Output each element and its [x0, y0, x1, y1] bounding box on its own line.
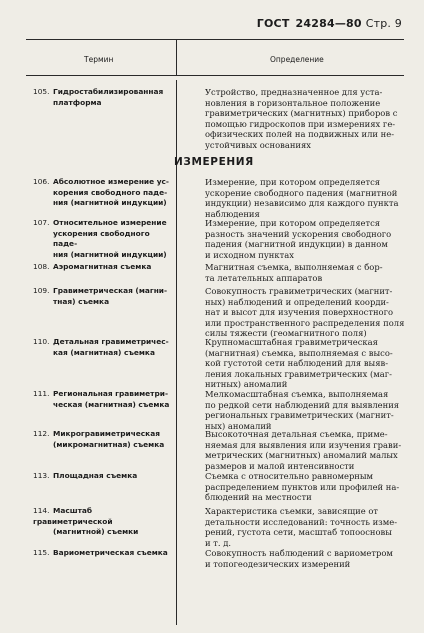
term-line: Региональная гравиметри- — [53, 389, 169, 398]
definition-line: Измерение, при котором определяется — [205, 218, 381, 228]
term-line: корения свободного паде- — [53, 187, 168, 197]
page-number: Стр. 9 — [365, 17, 402, 30]
definition-line: гравиметрических (магнитных) приборов с — [205, 108, 398, 118]
entry-number: 106. — [33, 177, 50, 186]
definition-line: и топогеодезических измерений — [205, 558, 351, 569]
definition-line: блюдений на местности — [205, 492, 312, 502]
term-line: Микрогравиметрическая — [53, 429, 160, 438]
entry-definition — [205, 548, 407, 569]
definition-line: офизических полей на подвижных или не- — [205, 129, 395, 139]
definition-line: Характеристика съемки, зависящие от — [205, 506, 378, 516]
definition-line: Измерение, при котором определяется — [205, 177, 381, 187]
entry-definition — [205, 218, 407, 260]
term-line: ния (магнитной индукции) — [53, 249, 167, 259]
section-title: ИЗМЕРЕНИЯ — [174, 156, 254, 168]
definition-line: (магнитная) съемка, выполняемая с высо- — [205, 347, 393, 358]
definition-line: наблюдения — [205, 208, 260, 219]
term-line: ускорения свободного паде- — [53, 228, 150, 248]
definition-line: или пространственного распределения поля — [205, 317, 405, 328]
entry-term — [33, 262, 173, 273]
definition-line: и т. д. — [205, 537, 232, 548]
definition-line: по редкой сети наблюдений для выявления — [205, 399, 400, 410]
definition-line: распределением пунктов или профилей на- — [205, 481, 400, 492]
term-line: ческая (магнитная) съемка — [53, 399, 170, 409]
definition-line: разность значений ускорения свободного — [205, 228, 392, 239]
entry-number: 111. — [33, 389, 50, 398]
entry-definition — [205, 177, 407, 219]
term-line: Относительное измерение — [53, 218, 167, 227]
entry-number: 105. — [33, 87, 50, 96]
definition-line: помощью гидроскопов при измерениях ге- — [205, 118, 396, 129]
entry-term — [33, 286, 173, 307]
term-line: кая (магнитная) съемка — [53, 347, 155, 357]
definition-line: ных) аномалий — [205, 420, 272, 431]
page-header — [257, 17, 402, 30]
column-header-term: Термин — [84, 55, 114, 64]
entry-number: 108. — [33, 262, 50, 271]
entry-term — [33, 506, 173, 538]
entry-definition — [205, 471, 407, 503]
entry-term — [33, 177, 173, 209]
definition-line: Устройство, предназначенное для уста- — [205, 87, 383, 97]
definition-line: устойчивых основаниях — [205, 139, 311, 150]
definition-line: Мелкомасштабная съемка, выполняемая — [205, 389, 389, 399]
definition-line: кой густотой сети наблюдений для выяв- — [205, 358, 389, 368]
term-line: платформа — [53, 97, 102, 107]
entry-definition — [205, 506, 407, 548]
entry-term — [33, 471, 173, 482]
entry-term — [33, 548, 173, 559]
entry-definition — [205, 286, 407, 339]
term-line: Гравиметрическая (магни- — [53, 286, 168, 295]
definition-line: Высокоточная детальная съемка, приме- — [205, 429, 388, 439]
entry-number: 109. — [33, 286, 50, 295]
definition-line: размеров и малой интенсивности — [205, 460, 355, 471]
term-line: Масштаб гравиметрической — [33, 506, 113, 526]
term-line: (магнитной) съемки — [53, 527, 139, 536]
entry-term — [33, 218, 173, 260]
term-line: Аэромагнитная съемка — [53, 262, 152, 271]
entry-term — [33, 87, 173, 108]
definition-line: ных) наблюдений и определений коорди- — [205, 296, 389, 307]
entry-term — [33, 429, 173, 450]
entry-definition — [205, 87, 407, 150]
entry-definition — [205, 389, 407, 431]
entry-definition — [205, 429, 407, 471]
definition-line: региональных гравиметрических (магнит- — [205, 410, 394, 420]
definition-line: Совокупность гравиметрических (магнит- — [205, 286, 393, 296]
definition-line: индукции) независимо для каждого пункта — [205, 198, 399, 208]
entry-number: 114. — [33, 506, 50, 515]
entry-number: 115. — [33, 548, 50, 557]
definition-line: и исходном пунктах — [205, 249, 294, 260]
term-line: Площадная съемка — [53, 471, 138, 480]
definition-line: Съемка с относительно равномерным — [205, 471, 374, 481]
definition-line: метрических (магнитных) аномалий малых — [205, 450, 398, 460]
definition-line: ления локальных гравиметрических (маг- — [205, 368, 392, 379]
definition-line: ускорение свободного падения (магнитной — [205, 187, 398, 198]
definition-line: няемая для выявления или изучения грави- — [205, 439, 402, 450]
header-column-divider — [176, 39, 177, 75]
term-line: Детальная гравиметричес- — [53, 337, 169, 346]
term-line: Вариометрическая съемка — [53, 548, 168, 557]
entry-number: 113. — [33, 471, 50, 480]
definition-line: та летательных аппаратов — [205, 272, 323, 283]
definition-line: новления в горизонтальное положение — [205, 97, 381, 108]
column-header-definition: Определение — [270, 55, 324, 64]
entry-number: 110. — [33, 337, 50, 346]
definition-line: нитных) аномалий — [205, 379, 288, 389]
table-top-rule — [26, 39, 404, 40]
definition-line: нат и высот для изучения поверхностного — [205, 307, 394, 317]
definition-line: Крупномасштабная гравиметрическая — [205, 337, 378, 347]
term-line: ния (магнитной индукции) — [53, 198, 167, 207]
entry-definition — [205, 262, 407, 283]
gost-label: ГОСТ — [256, 17, 290, 30]
definition-line: детальности исследований: точность изме- — [205, 516, 398, 527]
term-line: (микромагнитная) съемка — [53, 439, 165, 449]
definition-line: падения (магнитной индукции) в данном — [205, 239, 388, 249]
term-line: тная) съемка — [53, 296, 110, 306]
term-line: Абсолютное измерение ус- — [53, 177, 169, 186]
entry-definition — [205, 337, 407, 390]
standard-number: 24284—80 — [295, 17, 362, 30]
definition-line: Совокупность наблюдений с вариометром — [205, 548, 393, 558]
entry-term — [33, 389, 173, 410]
entry-term — [33, 337, 173, 358]
definition-line: Магнитная съемка, выполняемая с бор- — [205, 262, 383, 272]
entry-number: 112. — [33, 429, 50, 438]
definition-line: рений, густота сети, масштаб топоосновы — [205, 527, 392, 537]
definition-line: силы тяжести (геомагнитного поля) — [205, 328, 367, 338]
entry-number: 107. — [33, 218, 50, 227]
table-header-rule — [26, 75, 404, 76]
term-line: Гидростабилизированная — [53, 87, 164, 96]
